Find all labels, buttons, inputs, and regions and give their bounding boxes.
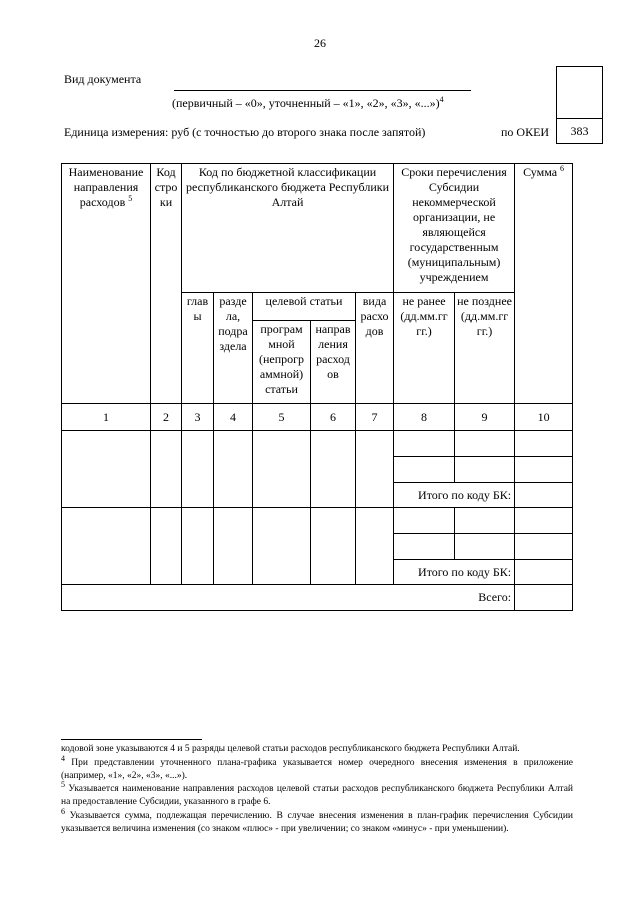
cell-not-earlier[interactable] [394,508,455,534]
cell-glavy[interactable] [182,431,214,508]
col-number: 7 [356,404,394,431]
header-terms: Сроки перечисления Субсидии некоммерческой организации, не являющейся государственным (муниципальным) учреждением [394,164,515,293]
cell-sum[interactable] [515,534,573,560]
cell-program[interactable] [253,508,311,585]
doc-type-line [174,90,471,91]
col-number: 10 [515,404,573,431]
cell-not-earlier[interactable] [394,431,455,457]
col-number: 5 [253,404,311,431]
cell-code[interactable] [151,431,182,508]
cell-not-later[interactable] [455,508,515,534]
header-code: Код стро ки [151,164,182,404]
vsego-label: Всего: [62,585,515,611]
cell-not-earlier[interactable] [394,457,455,483]
header-glavy: глав ы [182,293,214,404]
header-sum: Сумма $^6$ [515,164,573,404]
cell-razdela[interactable] [214,508,253,585]
cell-itogo-sum[interactable] [515,560,573,585]
cell-not-later[interactable] [455,431,515,457]
cell-glavy[interactable] [182,508,214,585]
okei-label: по ОКЕИ [501,125,550,139]
cell-sum[interactable] [515,508,573,534]
header-razdela: разде ла, подра здела [214,293,253,404]
itogo-label: Итого по коду БК: [394,560,515,585]
cell-not-earlier[interactable] [394,534,455,560]
header-vida: вида расхо дов [356,293,394,404]
header-bk-code: Код по бюджетной классификации республиканского бюджета Республики Алтай [182,164,394,293]
cell-name[interactable] [62,508,151,585]
doc-type-hint: (первичный – «0», уточненный – «1», «2», «3», «...»)$^4$ [172,95,444,110]
col-number: 6 [311,404,356,431]
header-not-later: не позднее (дд.мм.гг гг.) [455,293,515,404]
doc-type-box[interactable] [556,66,603,119]
cell-sum[interactable] [515,457,573,483]
cell-sum[interactable] [515,431,573,457]
cell-not-later[interactable] [455,534,515,560]
footnote-6: $^6$ Указывается сумма, подлежащая перечислению. В случае внесения изменения в план-график перечисления Субсидии указывается величина изменения (со знаком «плюс» - при увеличении; со знаком «минус» - при уменьшении). [61,806,574,834]
page-number: 26 [314,36,326,50]
cell-direction[interactable] [311,508,356,585]
cell-vida[interactable] [356,431,394,508]
itogo-label: Итого по коду БК: [394,483,515,508]
col-number: 4 [214,404,253,431]
header-program: програм мной (непрогр аммной) статьи [253,321,311,404]
header-target: целевой статьи [253,293,356,321]
doc-type-label: Вид документа [64,72,142,86]
okei-code-box: 383 [556,118,603,144]
header-not-earlier: не ранее (дд.мм.гг гг.) [394,293,455,404]
cell-name[interactable] [62,431,151,508]
cell-program[interactable] [253,431,311,508]
col-number: 1 [62,404,151,431]
footnote-continuation: кодовой зоне указываются 4 и 5 разряды целевой статьи расходов республиканского бюджета Республики Алтай. [61,744,520,754]
payment-schedule-table [61,163,573,611]
footnote-rule [61,739,202,740]
cell-vida[interactable] [356,508,394,585]
col-number: 9 [455,404,515,431]
cell-razdela[interactable] [214,431,253,508]
unit-label: Единица измерения: руб (с точностью до второго знака после запятой) [64,125,426,139]
cell-direction[interactable] [311,431,356,508]
footnote-4: $^4$ При представлении уточненного плана-графика указывается номер очередного внесения изменения в приложение (например, «1», «2», «3», «...»). [61,753,574,781]
col-number: 2 [151,404,182,431]
col-number: 3 [182,404,214,431]
footnote-5: $^5$ Указывается наименование направления расходов целевой статьи расходов республиканского бюджета Республики Алтай на предоставление Субсидии, указанного в графе 6. [61,779,574,807]
cell-itogo-sum[interactable] [515,483,573,508]
cell-not-later[interactable] [455,457,515,483]
cell-vsego-sum[interactable] [515,585,573,611]
col-number: 8 [394,404,455,431]
header-direction: направ ления расход ов [311,321,356,404]
header-name: Наименование направления расходов $^5$ [62,164,151,404]
cell-code[interactable] [151,508,182,585]
